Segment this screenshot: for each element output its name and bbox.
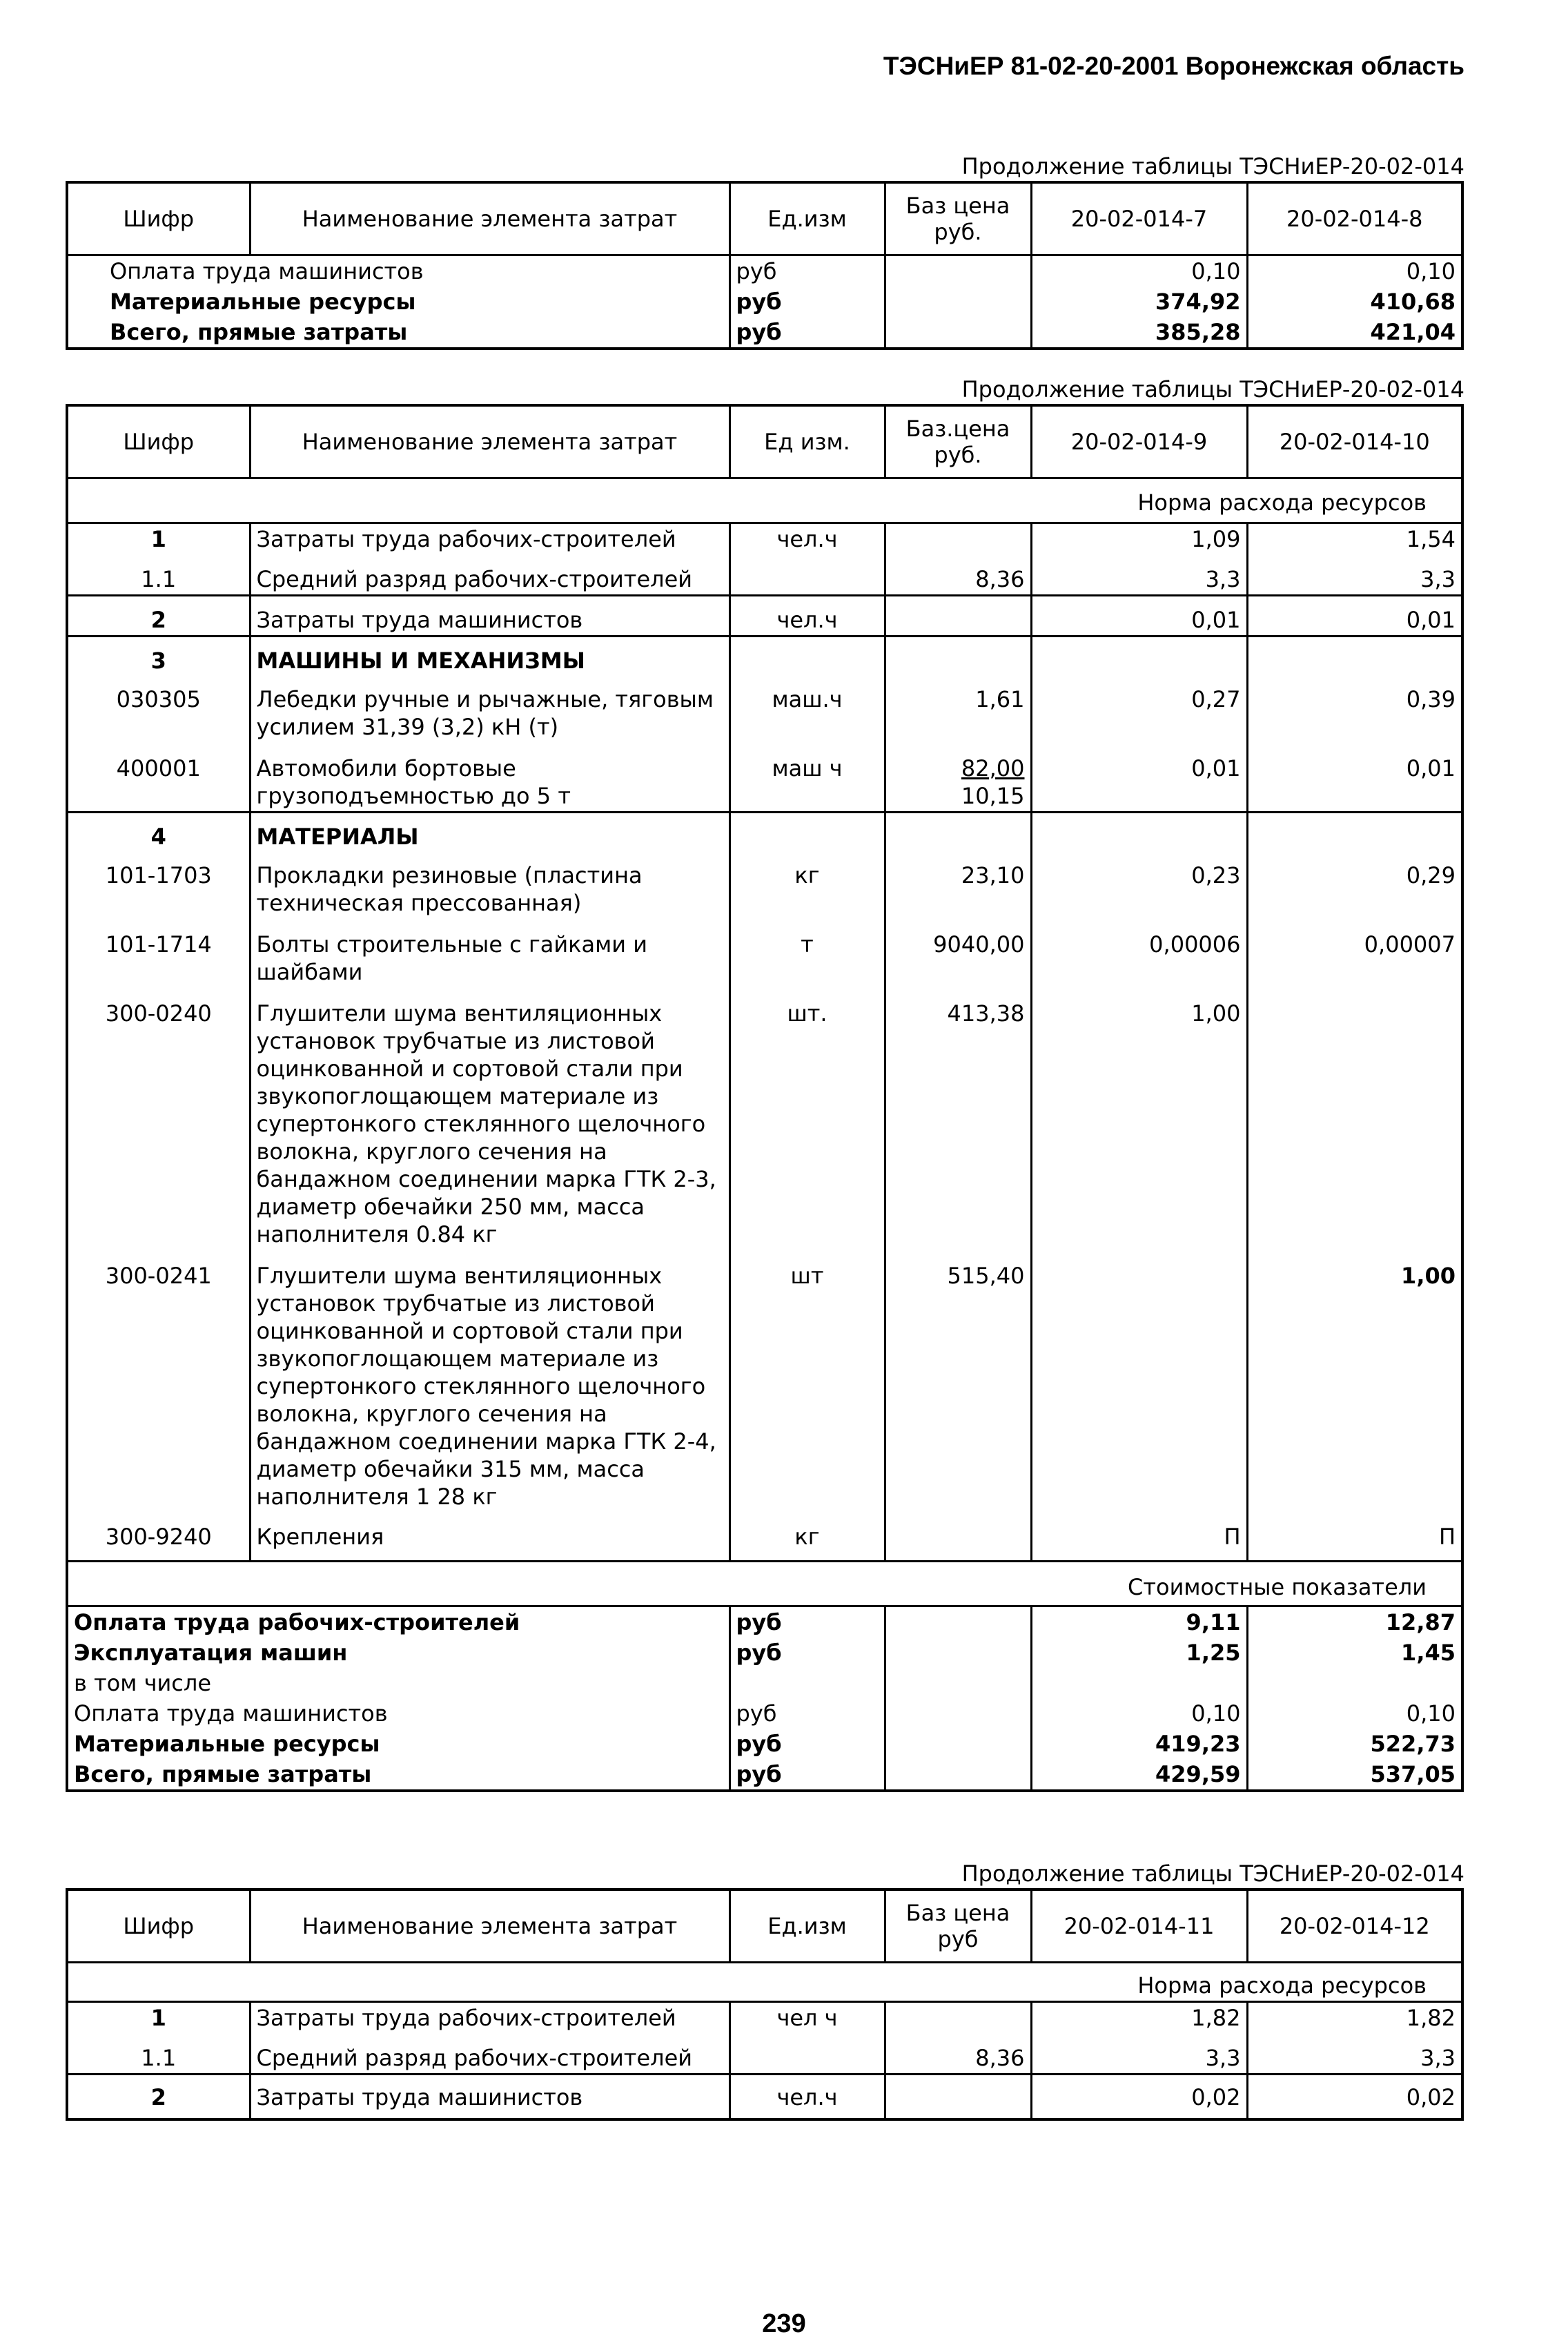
row-value-b: 410,68 xyxy=(1247,286,1462,317)
section-row xyxy=(67,637,1462,677)
row-name: Оплата труда машинистов xyxy=(110,258,424,284)
cost-name: в том числе xyxy=(74,1670,211,1696)
row-price: 413,38 xyxy=(885,987,1031,1250)
row-value-a: 385,28 xyxy=(1031,317,1247,349)
row-value-a: 3,3 xyxy=(1031,554,1247,596)
row-unit xyxy=(729,554,885,596)
header-col-a: 20-02-014-11 xyxy=(1031,1890,1247,1963)
section-title: МАТЕРИАЛЫ xyxy=(250,813,729,853)
header-name: Наименование элемента затрат xyxy=(250,182,729,255)
header-code: Шифр xyxy=(67,182,250,255)
table-row xyxy=(67,852,1462,918)
row-value-b: 1,82 xyxy=(1247,2002,1462,2034)
cost-value-a: 9,11 xyxy=(1031,1606,1247,1638)
row-value-b: 0,02 xyxy=(1247,2075,1462,2120)
cost-value-a: 0,10 xyxy=(1031,1698,1247,1729)
row-price: 9040,00 xyxy=(885,918,1031,987)
row-name: Средний разряд рабочих-строителей xyxy=(250,2033,729,2075)
row-value-a: 0,00006 xyxy=(1031,918,1247,987)
page-number: 239 xyxy=(762,2309,806,2338)
table-row xyxy=(67,554,1462,596)
row-price: 1,61 xyxy=(885,676,1031,742)
row-unit: руб xyxy=(729,286,885,317)
row-code: 2 xyxy=(67,2075,250,2120)
cost-table-2 xyxy=(66,404,1464,1792)
row-unit: руб xyxy=(729,255,885,287)
cost-value-a: 419,23 xyxy=(1031,1729,1247,1759)
row-price: 8,36 xyxy=(885,554,1031,596)
row-name: Глушители шума вентиляционных установок трубчатые из листовой оцинкованной и сортовой стали при звукопоглощающем материале из супертонкого стеклянного щелочного волокна, круглого сечения на бандажном соединении марка ГТК 2-3, диаметр обечайки 250 мм, масса наполнителя 0.84 кг xyxy=(250,987,729,1250)
row-code: 1 xyxy=(67,2002,250,2034)
norm-label-row xyxy=(67,1963,1462,2002)
cost-label-row xyxy=(67,1562,1462,1606)
row-value-a: 0,01 xyxy=(1031,742,1247,813)
cost-value-a: 1,25 xyxy=(1031,1638,1247,1668)
row-value-b: 1,54 xyxy=(1247,523,1462,555)
row-value-b: 0,29 xyxy=(1247,852,1462,918)
row-unit: чел ч xyxy=(729,2002,885,2034)
row-value-b: 3,3 xyxy=(1247,2033,1462,2075)
cost-name: Эксплуатация машин xyxy=(74,1640,348,1666)
row-unit: шт. xyxy=(729,987,885,1250)
row-price xyxy=(885,596,1031,637)
table-header-row xyxy=(67,182,1462,255)
section-title: МАШИНЫ И МЕХАНИЗМЫ xyxy=(250,637,729,677)
row-value-a: 3,3 xyxy=(1031,2033,1247,2075)
row-value-a: 1,09 xyxy=(1031,523,1247,555)
row-price xyxy=(885,2075,1031,2120)
row-value-a: 1,82 xyxy=(1031,2002,1247,2034)
cost-value-b: 522,73 xyxy=(1247,1729,1462,1759)
row-unit: маш ч xyxy=(729,742,885,813)
header-col-a: 20-02-014-9 xyxy=(1031,405,1247,478)
cost-row xyxy=(67,1668,1462,1698)
row-unit: маш.ч xyxy=(729,676,885,742)
header-price: Баз цена руб xyxy=(885,1890,1031,1963)
row-price xyxy=(885,2002,1031,2034)
row-value-b: 0,01 xyxy=(1247,596,1462,637)
table-row xyxy=(67,2075,1462,2120)
row-code: 1.1 xyxy=(141,2045,177,2071)
cost-table-1 xyxy=(66,181,1464,350)
row-price: 8,36 xyxy=(885,2033,1031,2075)
row-value-a: 0,27 xyxy=(1031,676,1247,742)
row-unit xyxy=(729,2033,885,2075)
table-row xyxy=(67,2002,1462,2034)
row-unit: шт xyxy=(729,1250,885,1512)
row-code: 300-9240 xyxy=(105,1524,212,1550)
norm-label: Норма расхода ресурсов xyxy=(67,478,1462,523)
row-name: Прокладки резиновые (пластина техническая прессованная) xyxy=(250,852,729,918)
table-row xyxy=(67,676,1462,742)
row-value-a: 0,01 xyxy=(1031,596,1247,637)
cost-name: Оплата труда рабочих-строителей xyxy=(67,1606,729,1638)
row-code: 2 xyxy=(67,596,250,637)
row-name: Затраты труда рабочих-строителей xyxy=(250,2002,729,2034)
row-name: Болты строительные с гайками и шайбами xyxy=(250,918,729,987)
cost-row xyxy=(67,1698,1462,1729)
cost-row xyxy=(67,1638,1462,1668)
table-row xyxy=(67,523,1462,555)
header-unit: Ед.изм xyxy=(729,182,885,255)
page-header-title: ТЭСНиЕР 81-02-20-2001 Воронежская область xyxy=(883,52,1464,80)
section-row xyxy=(67,813,1462,853)
row-name: Лебедки ручные и рычажные, тяговым усилием 31,39 (3,2) кН (т) xyxy=(250,676,729,742)
cost-name: Оплата труда машинистов xyxy=(74,1700,388,1727)
row-value-b xyxy=(1247,987,1462,1250)
row-value-a: 1,00 xyxy=(1031,987,1247,1250)
cost-unit: руб xyxy=(729,1638,885,1668)
row-price xyxy=(885,523,1031,555)
cost-label: Стоимостные показатели xyxy=(67,1562,1462,1606)
table-row xyxy=(67,286,1462,317)
header-price: Баз цена руб. xyxy=(885,182,1031,255)
row-name: Автомобили бортовые грузоподъемностью до 5 т xyxy=(250,742,729,813)
row-value-a: П xyxy=(1031,1512,1247,1562)
row-name: Глушители шума вентиляционных установок трубчатые из листовой оцинкованной и сортовой стали при звукопоглощающем материале из супертонкого стеклянного щелочного волокна, круглого сечения на бандажном соединении марка ГТК 2-4, диаметр обечайки 315 мм, масса наполнителя 1 28 кг xyxy=(250,1250,729,1512)
row-price xyxy=(885,742,1031,813)
row-unit: т xyxy=(729,918,885,987)
header-col-b: 20-02-014-10 xyxy=(1247,405,1462,478)
row-price: 515,40 xyxy=(885,1250,1031,1512)
header-col-b: 20-02-014-12 xyxy=(1247,1890,1462,1963)
row-value-a xyxy=(1031,1250,1247,1512)
row-unit: чел.ч xyxy=(729,523,885,555)
row-unit: кг xyxy=(729,1512,885,1562)
table-header-row xyxy=(67,405,1462,478)
row-code: 300-0241 xyxy=(105,1263,212,1289)
table-row xyxy=(67,987,1462,1250)
price-old: 82,00 xyxy=(961,755,1025,781)
norm-label-row xyxy=(67,478,1462,523)
table-row xyxy=(67,1250,1462,1512)
row-name: Затраты труда рабочих-строителей xyxy=(250,523,729,555)
header-unit: Ед изм. xyxy=(729,405,885,478)
row-unit: чел.ч xyxy=(729,596,885,637)
header-name: Наименование элемента затрат xyxy=(250,1890,729,1963)
header-code: Шифр xyxy=(67,1890,250,1963)
cost-value-b: 537,05 xyxy=(1247,1759,1462,1791)
cost-row xyxy=(67,1729,1462,1759)
row-name: Крепления xyxy=(250,1512,729,1562)
table-row xyxy=(67,1512,1462,1562)
table-caption: Продолжение таблицы ТЭСНиЕР-20-02-014 xyxy=(961,1861,1464,1887)
cost-value-b: 1,45 xyxy=(1247,1638,1462,1668)
table-row xyxy=(67,918,1462,987)
cost-name: Материальные ресурсы xyxy=(74,1731,380,1757)
row-value-a: 0,23 xyxy=(1031,852,1247,918)
header-col-a: 20-02-014-7 xyxy=(1031,182,1247,255)
cost-unit: руб xyxy=(729,1606,885,1638)
row-value-a: 0,02 xyxy=(1031,2075,1247,2120)
cost-value-a: 429,59 xyxy=(1031,1759,1247,1791)
cost-unit: руб xyxy=(729,1698,885,1729)
row-unit: кг xyxy=(729,852,885,918)
cost-unit: руб xyxy=(729,1729,885,1759)
row-unit: чел.ч xyxy=(729,2075,885,2120)
row-code: 101-1714 xyxy=(105,931,212,958)
cost-value-b: 0,10 xyxy=(1247,1698,1462,1729)
cost-value-b xyxy=(1247,1668,1462,1698)
row-code: 1.1 xyxy=(141,566,177,592)
cost-name: Всего, прямые затраты xyxy=(74,1761,372,1787)
header-price: Баз.цена руб. xyxy=(885,405,1031,478)
row-code: 300-0240 xyxy=(105,1000,212,1027)
row-value-b: 1,00 xyxy=(1247,1250,1462,1512)
row-value-b: 0,01 xyxy=(1247,742,1462,813)
row-value-a: 374,92 xyxy=(1031,286,1247,317)
row-code: 4 xyxy=(67,813,250,853)
row-name: Затраты труда машинистов xyxy=(250,2075,729,2120)
row-code: 030305 xyxy=(116,686,201,712)
row-value-b: 0,39 xyxy=(1247,676,1462,742)
row-value-b: 421,04 xyxy=(1247,317,1462,349)
row-name: Всего, прямые затраты xyxy=(110,319,408,345)
row-price: 23,10 xyxy=(885,852,1031,918)
cost-table-3 xyxy=(66,1888,1464,2121)
cost-row xyxy=(67,1606,1462,1638)
table-row xyxy=(67,596,1462,637)
row-name: Средний разряд рабочих-строителей xyxy=(250,554,729,596)
row-value-b: 0,00007 xyxy=(1247,918,1462,987)
row-name: Затраты труда машинистов xyxy=(250,596,729,637)
norm-label: Норма расхода ресурсов xyxy=(67,1963,1462,2002)
row-value-a: 0,10 xyxy=(1031,255,1247,287)
cost-unit: руб xyxy=(729,1759,885,1791)
table-caption: Продолжение таблицы ТЭСНиЕР-20-02-014 xyxy=(961,376,1464,402)
table-row xyxy=(67,2033,1462,2075)
header-unit: Ед.изм xyxy=(729,1890,885,1963)
header-code: Шифр xyxy=(67,405,250,478)
row-code: 101-1703 xyxy=(105,862,212,888)
row-value-b: П xyxy=(1247,1512,1462,1562)
row-price xyxy=(885,1512,1031,1562)
row-value-b: 0,10 xyxy=(1247,255,1462,287)
table-row xyxy=(67,317,1462,349)
price-new: 10,15 xyxy=(961,783,1025,809)
row-code: 1 xyxy=(67,523,250,555)
header-col-b: 20-02-014-8 xyxy=(1247,182,1462,255)
table-row xyxy=(67,255,1462,287)
row-value-b: 3,3 xyxy=(1247,554,1462,596)
table-row xyxy=(67,742,1462,813)
header-name: Наименование элемента затрат xyxy=(250,405,729,478)
cost-value-a xyxy=(1031,1668,1247,1698)
cost-row xyxy=(67,1759,1462,1791)
row-code: 400001 xyxy=(116,755,201,781)
table-caption: Продолжение таблицы ТЭСНиЕР-20-02-014 xyxy=(961,153,1464,179)
row-unit: руб xyxy=(729,317,885,349)
row-code: 3 xyxy=(67,637,250,677)
cost-value-b: 12,87 xyxy=(1247,1606,1462,1638)
table-header-row xyxy=(67,1890,1462,1963)
cost-unit xyxy=(729,1668,885,1698)
row-name: Материальные ресурсы xyxy=(110,289,416,315)
